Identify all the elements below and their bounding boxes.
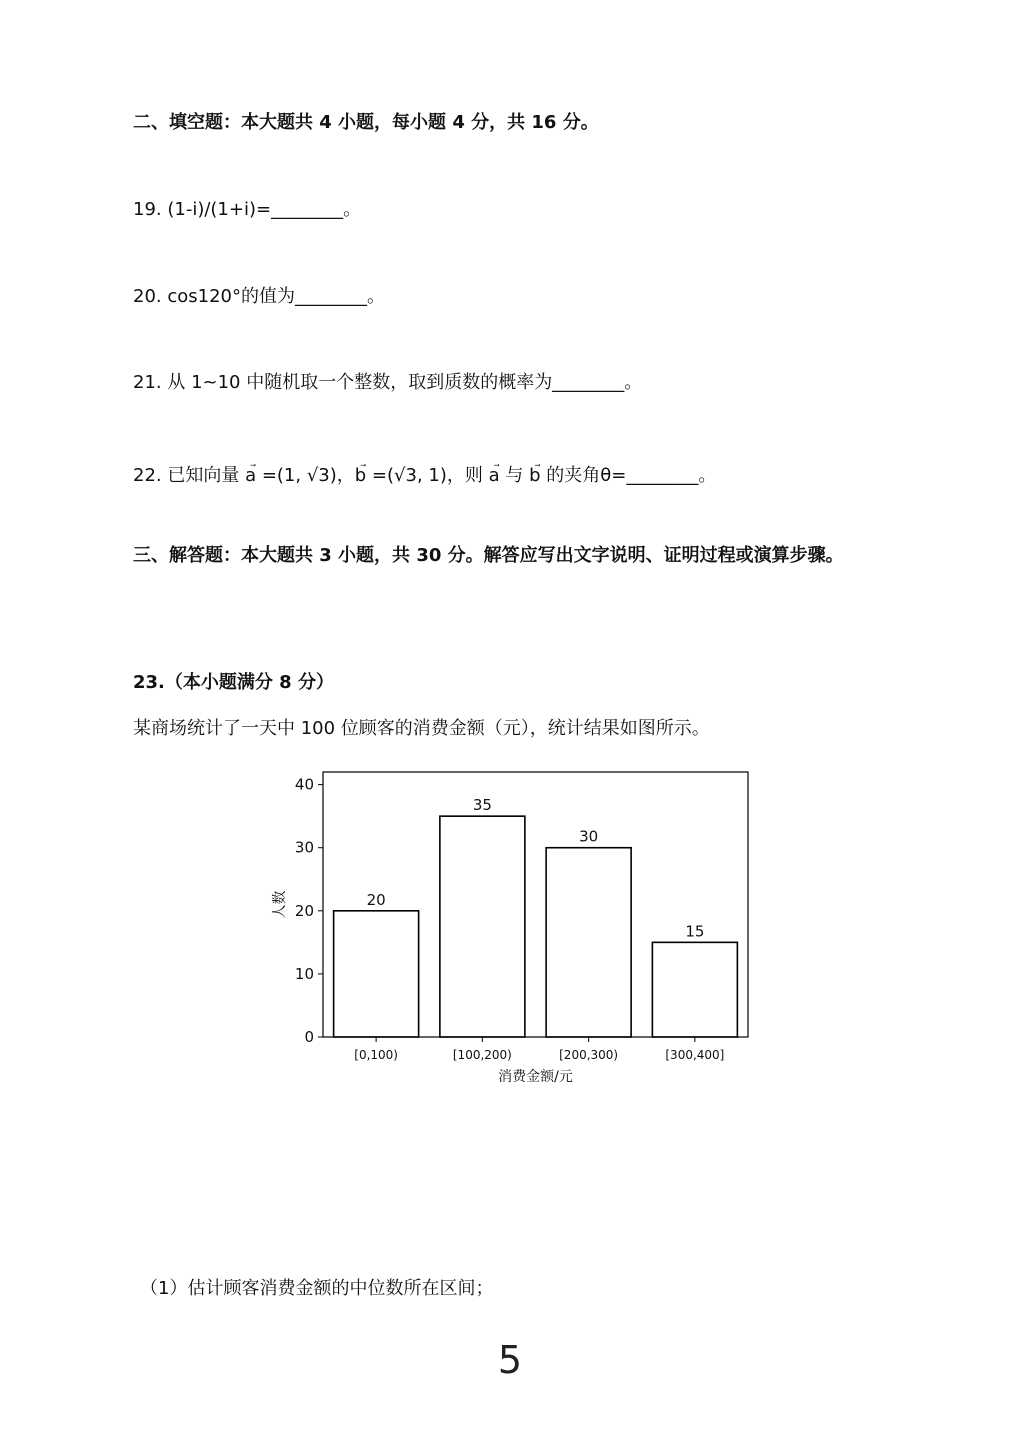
bar-1: [440, 816, 525, 1037]
x-tick-label-2: [200,300): [559, 1048, 619, 1062]
y-axis-label: 人数: [272, 890, 288, 919]
page-number: 5: [497, 1338, 523, 1382]
question-23-title: 23.（本小题满分 8 分）: [133, 672, 334, 693]
q22-part1: 22. 已知向量 a: [133, 465, 257, 486]
data-label-3: 15: [685, 922, 705, 941]
section3-header: 三、解答题：本大题共 3 小题，共 30 分。解答应写出文字说明、证明过程或演算步骤。: [133, 545, 844, 566]
bar-0: [334, 911, 419, 1037]
bar-2: [546, 848, 631, 1037]
question-21: 21. 从 1~10 中随机取一个整数，取到质数的概率为________。: [133, 372, 643, 393]
q22-part3: =(√3, 1)，则 a: [366, 465, 500, 486]
x-tick-label-1: [100,200): [452, 1048, 512, 1062]
data-label-0: 20: [366, 890, 386, 909]
q22-part2: =(1, √3)，b: [256, 465, 367, 486]
question-19: 19. (1-i)/(1+i)=________。: [133, 199, 362, 220]
y-tick-label-3: 30: [294, 838, 314, 857]
question-22: [133, 456, 716, 489]
q22-part5: 的夹角θ=________。: [540, 465, 717, 486]
q22-part4: 与 b: [499, 465, 541, 486]
y-tick-label-1: 10: [294, 964, 314, 983]
x-tick-label-3: [300,400]: [665, 1048, 725, 1062]
x-axis-label: 消费金额/元: [498, 1069, 573, 1085]
x-tick-label-0: [0,100): [354, 1048, 398, 1062]
y-tick-label-2: 20: [294, 901, 314, 920]
y-tick-label-0: 0: [304, 1028, 314, 1046]
bar-chart: [260, 766, 760, 1096]
y-tick-label-4: 40: [294, 775, 314, 794]
data-label-2: 30: [579, 827, 599, 846]
question-20: 20. cos120°的值为________。: [133, 286, 385, 307]
data-label-1: 35: [472, 796, 492, 815]
bar-3: [652, 942, 737, 1037]
question-23-stem: 某商场统计了一天中 100 位顾客的消费金额（元），统计结果如图所示。: [133, 718, 710, 739]
question-23-part1: （1）估计顾客消费金额的中位数所在区间；: [140, 1278, 494, 1299]
section2-header: 二、填空题：本大题共 4 小题，每小题 4 分，共 16 分。: [133, 112, 599, 133]
